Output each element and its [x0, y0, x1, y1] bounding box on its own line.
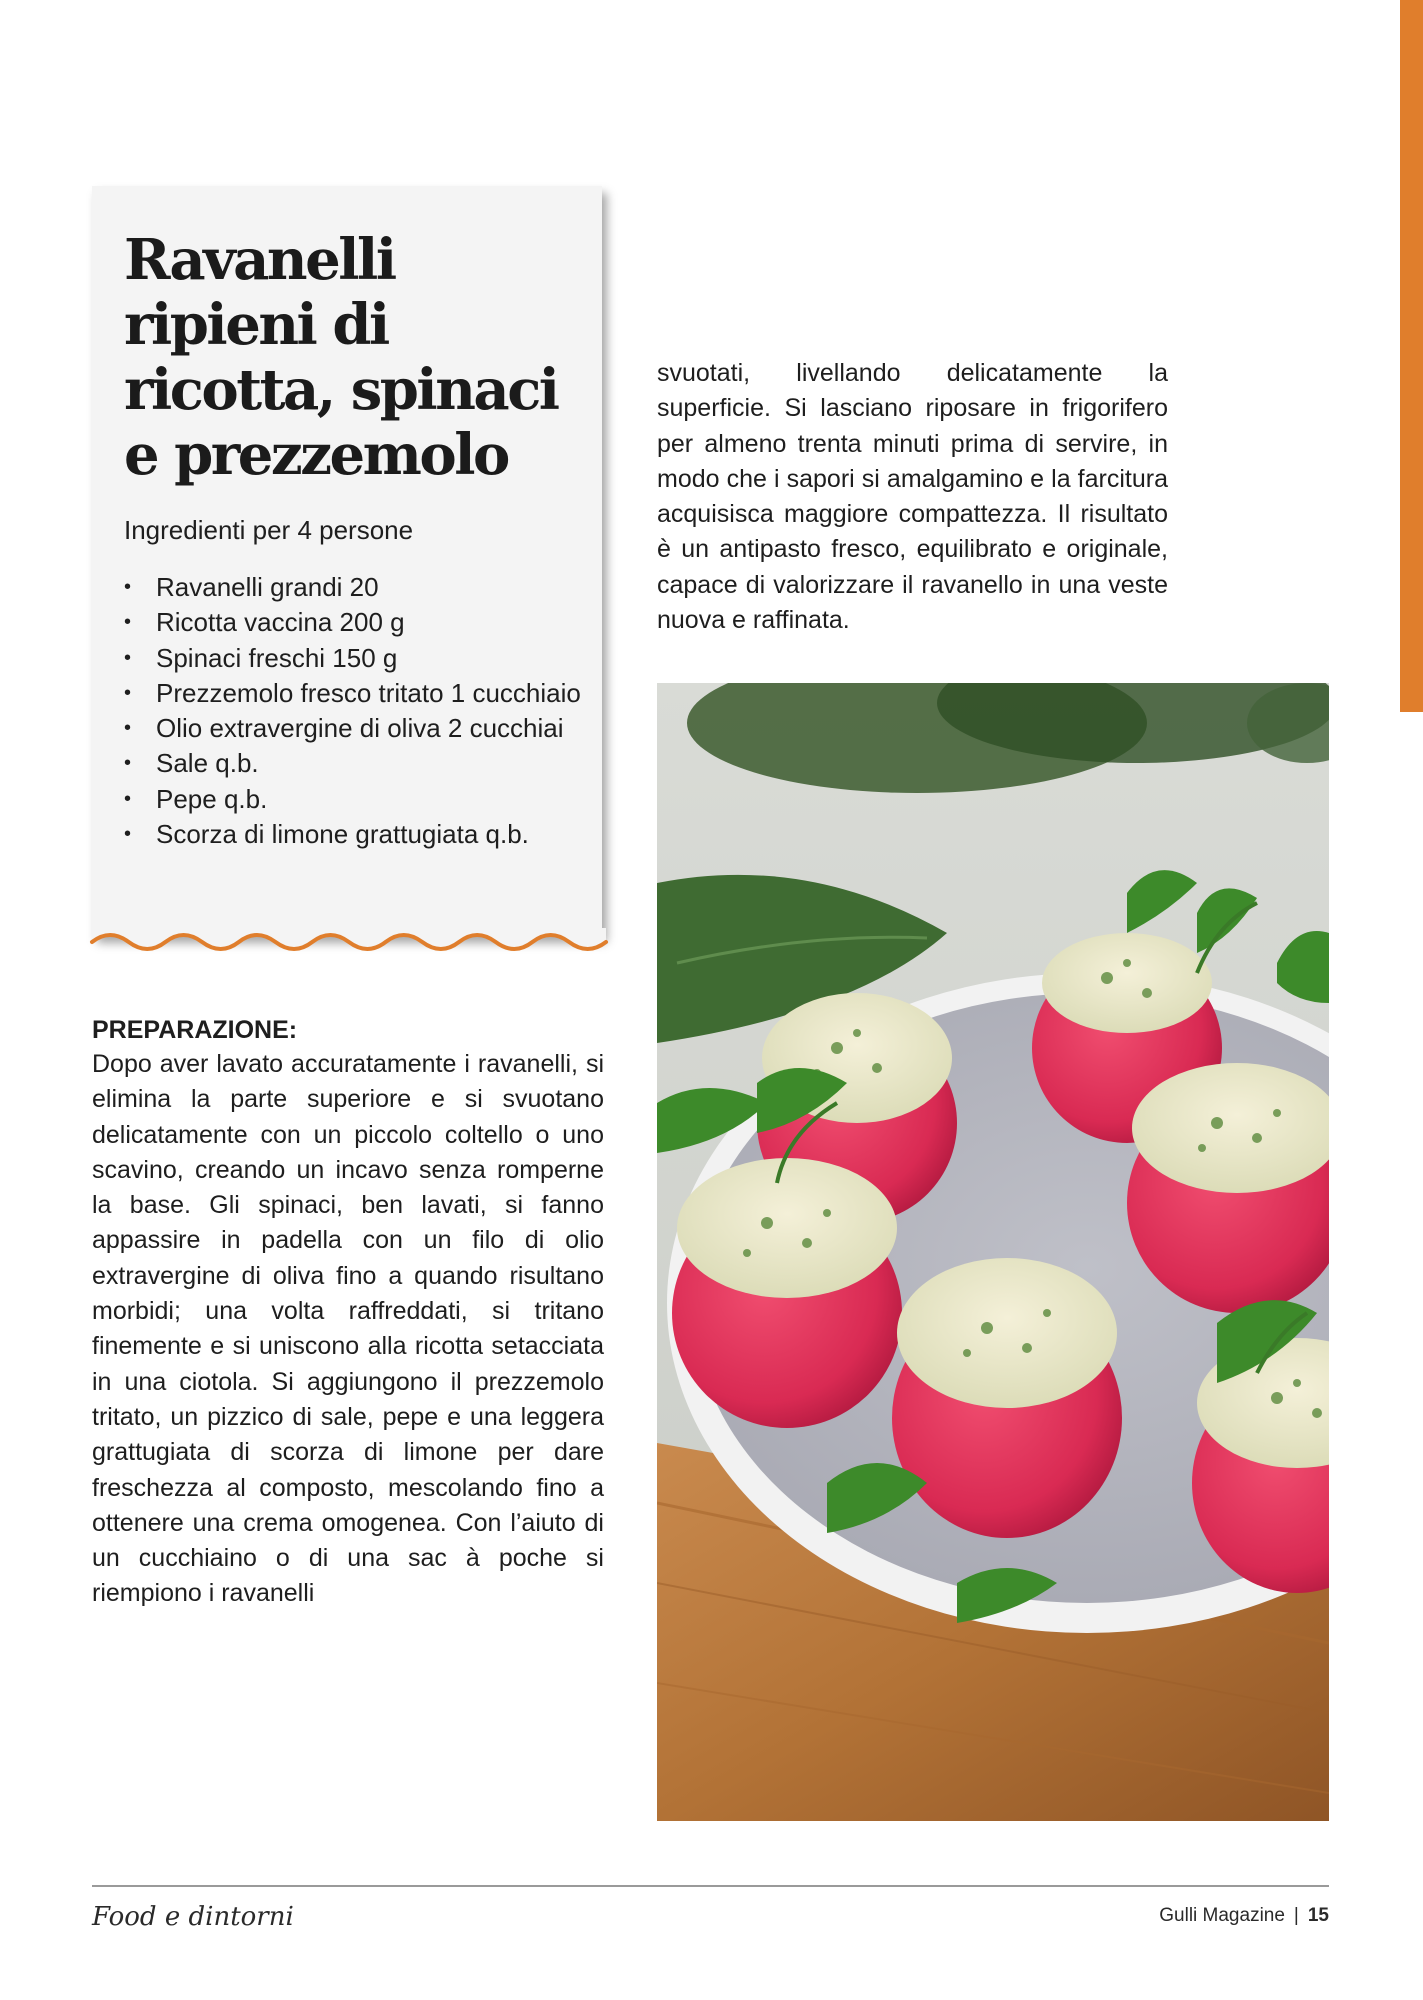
section-color-tab: [1400, 0, 1423, 712]
page-number: 15: [1307, 1905, 1329, 1926]
footer-page-info: [1159, 1903, 1329, 1929]
ingredient-item: • Ricotta vaccina 200 g: [124, 605, 584, 640]
ingredient-item: • Pepe q.b.: [124, 782, 584, 817]
ingredient-list: [124, 570, 584, 852]
preparation-text-continued: svuotati, livellando delicatamente la superficie. Si lasciano riposare in frigorifero per almeno trenta minuti prima di servire, in modo che i sapori si amalgamino e la farcitura acquisisca maggiore compattezza. Il risultato è un antipasto fresco, equilibrato e originale, capace di valorizzare il ravanello in una veste nuova e raffinata.: [657, 359, 1168, 635]
ingredient-item: • Sale q.b.: [124, 746, 584, 781]
footer-separator: |: [1293, 1905, 1299, 1926]
ingredient-item: • Ravanelli grandi 20: [124, 570, 584, 605]
footer-rule: [92, 1885, 1329, 1887]
ingredient-item: • Olio extravergine di oliva 2 cucchiai: [124, 711, 584, 746]
footer-section-name: Food e dintorni: [92, 1902, 294, 1932]
recipe-title: Ravanelli ripieni di ricotta, spinaci e prezzemolo: [124, 227, 558, 488]
ingredient-item: • Spinaci freschi 150 g: [124, 641, 584, 676]
dish-photo: [657, 683, 1329, 1821]
preparation-text: Dopo aver lavato accuratamente i ravanelli, si elimina la parte superiore e si svuotano delicatamente con un piccolo coltello o uno scavino, creando un incavo senza romperne la base. Gli spinaci, ben lavati, si fanno appassire in padella con un filo di olio extravergine di oliva fino a quando risultano morbidi; una volta raffreddati, si tritano finemente e si uniscono alla ricotta setacciata in una ciotola. Si aggiungono il prezzemolo tritato, un pizzico di sale, pepe e una leggera grattugiata di scorza di limone per dare freschezza al composto, mescolando fino a ottenere una crema omogenea. Con l’aiuto di un cucchiaino o di una sac à poche si riempiono i ravanelli: [92, 1050, 604, 1608]
ingredient-item: • Scorza di limone grattugiata q.b.: [124, 817, 584, 852]
preparation-heading: PREPARAZIONE:: [92, 1016, 298, 1044]
magazine-name: Gulli Magazine: [1159, 1905, 1285, 1926]
ingredient-item: • Prezzemolo fresco tritato 1 cucchiaio: [124, 676, 584, 711]
servings-label: Ingredienti per 4 persone: [124, 515, 414, 545]
card-wave-edge: [92, 928, 606, 956]
